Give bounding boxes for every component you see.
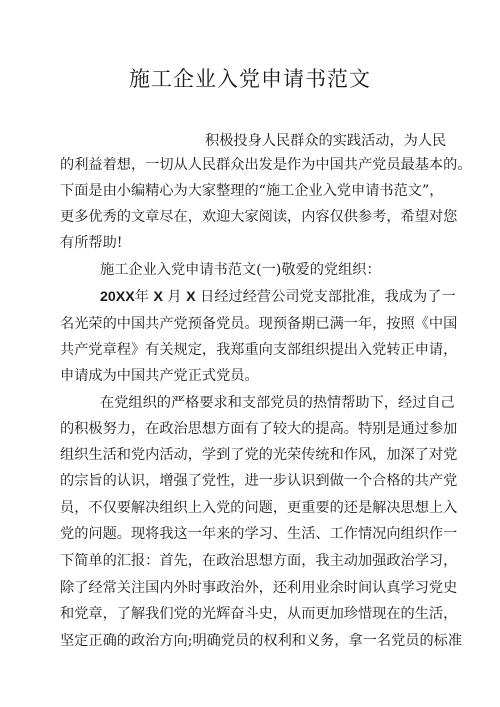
paragraph-line: 的积极努力，在政治思想方面有了较大的提高。特别是通过参加 — [60, 421, 458, 437]
paragraph-line: 施工企业入党申请书范文(一)敬爱的党组织： — [100, 262, 381, 278]
document-title: 施工企业入党申请书范文 — [129, 67, 371, 91]
paragraph-line: 组织生活和党内活动，学到了党的光荣传统和作风，加深了对党 — [60, 447, 458, 463]
approval-month-unit: 月 — [167, 289, 182, 305]
paragraph-line: 名光荣的中国共产党预备党员。现预备期已满一年，按照《中国 — [60, 316, 458, 332]
paragraph-line: 和党章，了解我们党的光辉奋斗史，从而更加珍惜现在的生活， — [60, 606, 458, 622]
paragraph-line: 申请成为中国共产党正式党员。 — [60, 368, 259, 384]
approval-day: X — [186, 289, 196, 305]
approval-month: X — [153, 289, 163, 305]
paragraph-line: 更多优秀的文章尽在，欢迎大家阅读，内容仅供参考，希望对您 — [60, 209, 458, 225]
approval-year: 20XX — [100, 289, 135, 305]
paragraph-line: 在党组织的严格要求和支部党员的热情帮助下，经过自己 — [100, 395, 455, 411]
paragraph-line: 党的问题。现将我这一年来的学习、生活、工作情况向组织作一 — [60, 526, 458, 542]
paragraph-line: 积极投身人民群众的实践活动，为人民 — [205, 133, 447, 149]
paragraph-line: 除了经常关注国内外时事政治外，还利用业余时间认真学习党史 — [60, 580, 458, 596]
paragraph-line: 坚定正确的政治方向;明确党员的权利和义务，拿一名党员的标准 — [60, 633, 463, 649]
paragraph-line: 有所帮助! — [60, 235, 123, 251]
approval-line — [100, 286, 456, 308]
paragraph-line: 的利益着想，一切从人民群众出发是作为中国共产党员最基本的。 — [60, 157, 472, 173]
approval-year-unit: 年 — [134, 289, 149, 305]
approval-rest: 日经过经营公司党支部批准，我成为了一 — [200, 289, 456, 305]
paragraph-line: 下简单的汇报：首先，在政治思想方面，我主动加强政治学习， — [60, 553, 458, 569]
paragraph-line: 下面是由小编精心为大家整理的“施工企业入党申请书范文”， — [60, 183, 444, 199]
paragraph-line: 的宗旨的认识，增强了党性，进一步认识到做一个合格的共产党 — [60, 473, 458, 489]
paragraph-line: 员，不仅要解决组织上入党的问题，更重要的还是解决思想上入 — [60, 500, 458, 516]
paragraph-line: 共产党章程》有关规定，我郑重向支部组织提出入党转正申请， — [60, 342, 458, 358]
